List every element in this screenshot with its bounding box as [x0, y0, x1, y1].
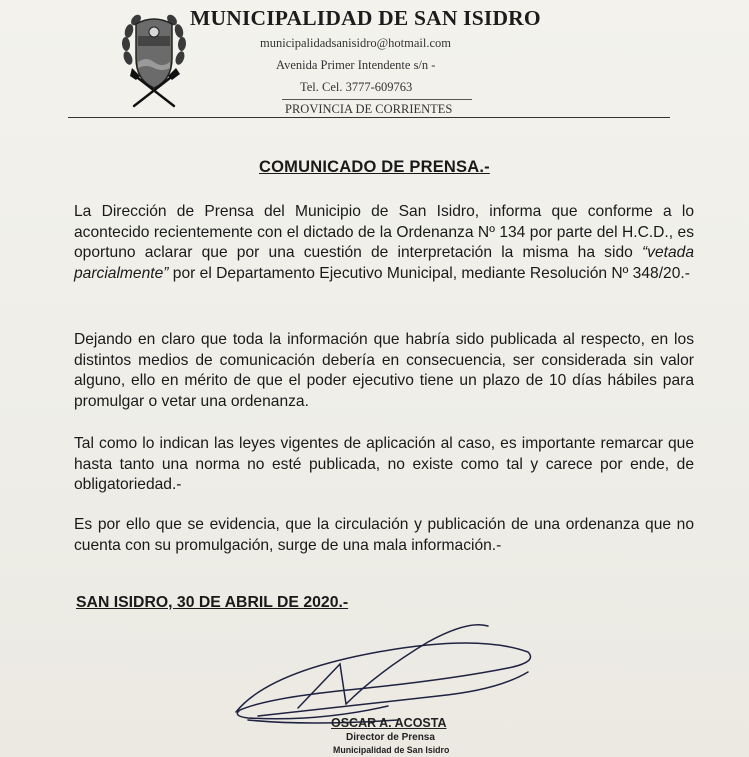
contact-address: Avenida Primer Intendente s/n -	[276, 58, 436, 72]
paragraph-1-text-b: por el Departamento Ejecutivo Municipal, mediante Resolución Nº 348/20.-	[168, 265, 690, 283]
document-heading: COMUNICADO DE PRENSA.-	[259, 158, 490, 176]
paragraph-4: Es por ello que se evidencia, que la circulación y publicación de una ordenanza que no cuenta con su promulgación, surge de una mala información.-	[74, 516, 694, 554]
dateline: SAN ISIDRO, 30 DE ABRIL DE 2020.-	[76, 594, 349, 611]
paragraph-1-emphasis: “vetada parcialmente”	[74, 244, 694, 283]
paragraph-1-text-a: La Dirección de Prensa del Municipio de San Isidro, informa que conforme a lo acontecido recientemente con el dictado de la Ordenanza Nº 134 por parte del H.C.D., es oportuno aclarar que por una cuestión de interpretación la misma ha sido	[74, 203, 694, 262]
paragraph-2: Dejando en claro que toda la información que habría sido publicada al respecto, en los distintos medios de comunicación debería en consecuencia, ser considerada sin valor alguno, ello en mérito de que el poder ejecutivo tiene un plazo de 10 días hábiles para promulgar o vetar una ordenanza.	[74, 331, 694, 411]
signatory-role: Director de Prensa	[346, 732, 435, 743]
letterhead-divider	[68, 117, 670, 118]
paragraph-3: Tal como lo indican las leyes vigentes de aplicación al caso, es importante remarcar que hasta tanto una norma no esté publicada, no existe como tal y carece por ende, de obligatoriedad.-	[74, 435, 694, 494]
letterhead-inner-divider	[282, 99, 472, 100]
contact-email: municipalidadsanisidro@hotmail.com	[260, 36, 451, 50]
municipality-title: MUNICIPALIDAD DE SAN ISIDRO	[190, 6, 541, 30]
paragraph-1	[74, 202, 694, 285]
municipal-seal-icon	[120, 6, 188, 110]
signatory-organization: Municipalidad de San Isidro	[333, 745, 450, 755]
contact-province: PROVINCIA DE CORRIENTES	[285, 102, 453, 116]
contact-phone: Tel. Cel. 3777-609763	[300, 80, 413, 94]
signatory-name: OSCAR A. ACOSTA	[331, 716, 447, 730]
